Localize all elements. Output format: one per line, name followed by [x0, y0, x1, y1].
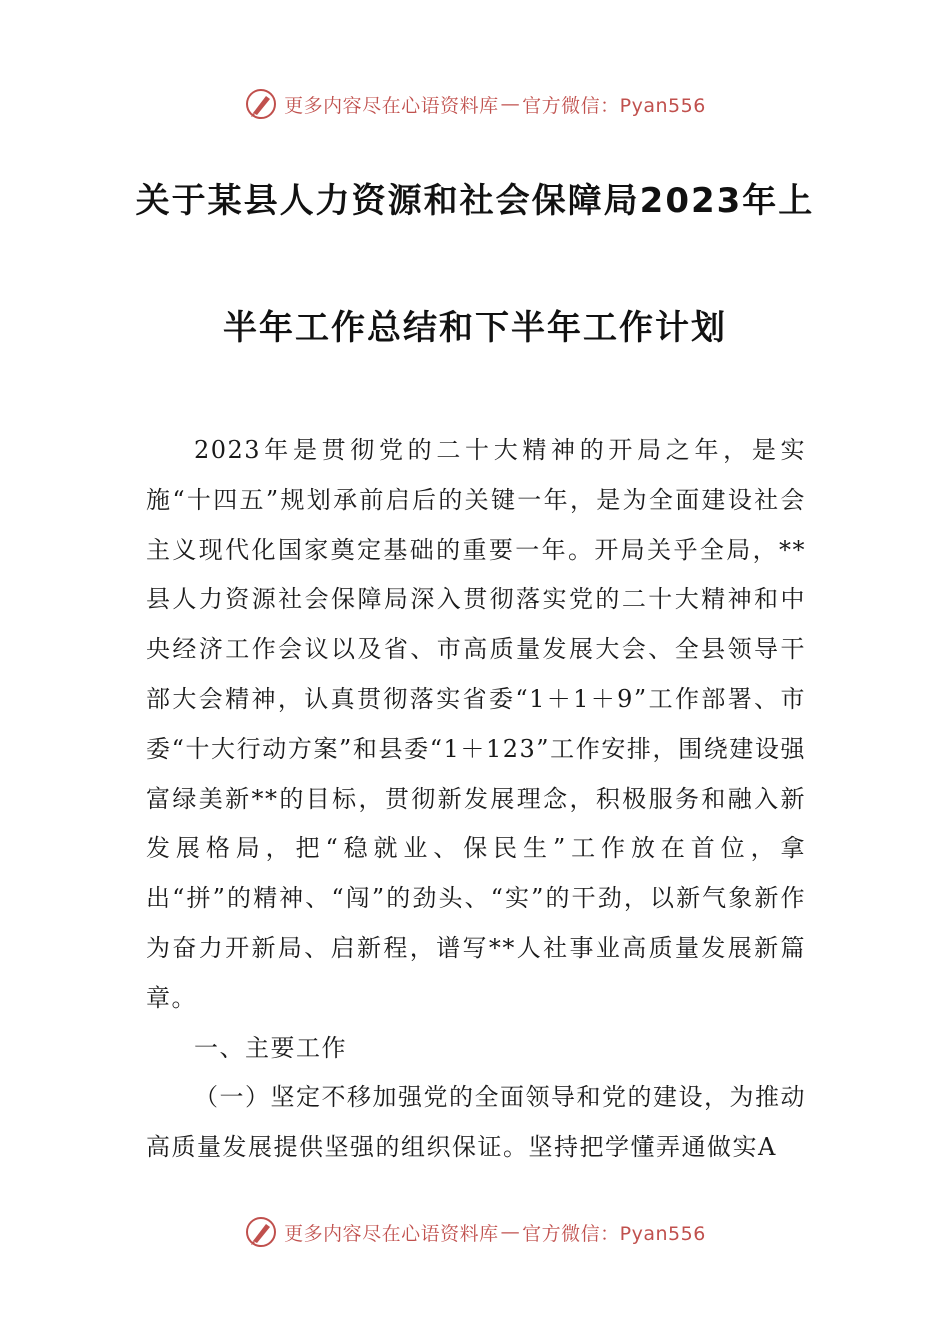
watermark-separator: —	[500, 1221, 521, 1243]
body-paragraph-1: 2023年是贯彻党的二十大精神的开局之年，是实施“十四五”规划承前启后的关键一年，是为全面建设社会主义现代化国家奠定基础的重要一年。开局关乎全局，**县人力资源社会保障局深入贯彻落实党的二十大精神和中央经济工作会议以及省、市高质量发展大会、全县领导干部大会精神，认真贯彻落实省委“1＋1＋9”工作部署、市委“十大行动方案”和县委“1＋123”工作安排，围绕建设强富绿美新**的目标，贯彻新发展理念，积极服务和融入新发展格局，把“稳就业、保民生”工作放在首位，拿出“拼”的精神、“闯”的劲头、“实”的干劲，以新气象新作为奋力开新局、启新程，谱写**人社事业高质量发展新篇章。	[146, 436, 806, 1012]
document-body	[146, 426, 806, 1173]
watermark-right-text: 官方微信：Pyan556	[522, 1222, 706, 1245]
document-title-line-1: 关于某县人力资源和社会保障局2023年上	[135, 181, 815, 221]
section-heading-1: 一、主要工作	[194, 1033, 347, 1062]
watermark-left-text: 更多内容尽在心语资料库	[284, 1222, 499, 1245]
watermark-footer	[0, 1212, 950, 1252]
watermark-header	[0, 84, 950, 124]
watermark-right-text: 官方微信：Pyan556	[522, 94, 706, 117]
pen-logo-icon	[244, 87, 278, 121]
watermark-separator: —	[500, 93, 521, 115]
body-paragraph-2: （一）坚定不移加强党的全面领导和党的建设，为推动高质量发展提供坚强的组织保证。坚持把学懂弄通做实A	[146, 1083, 806, 1162]
watermark-left-text: 更多内容尽在心语资料库	[284, 94, 499, 117]
document-title-line-2: 半年工作总结和下半年工作计划	[223, 308, 727, 348]
pen-logo-icon	[244, 1215, 278, 1249]
